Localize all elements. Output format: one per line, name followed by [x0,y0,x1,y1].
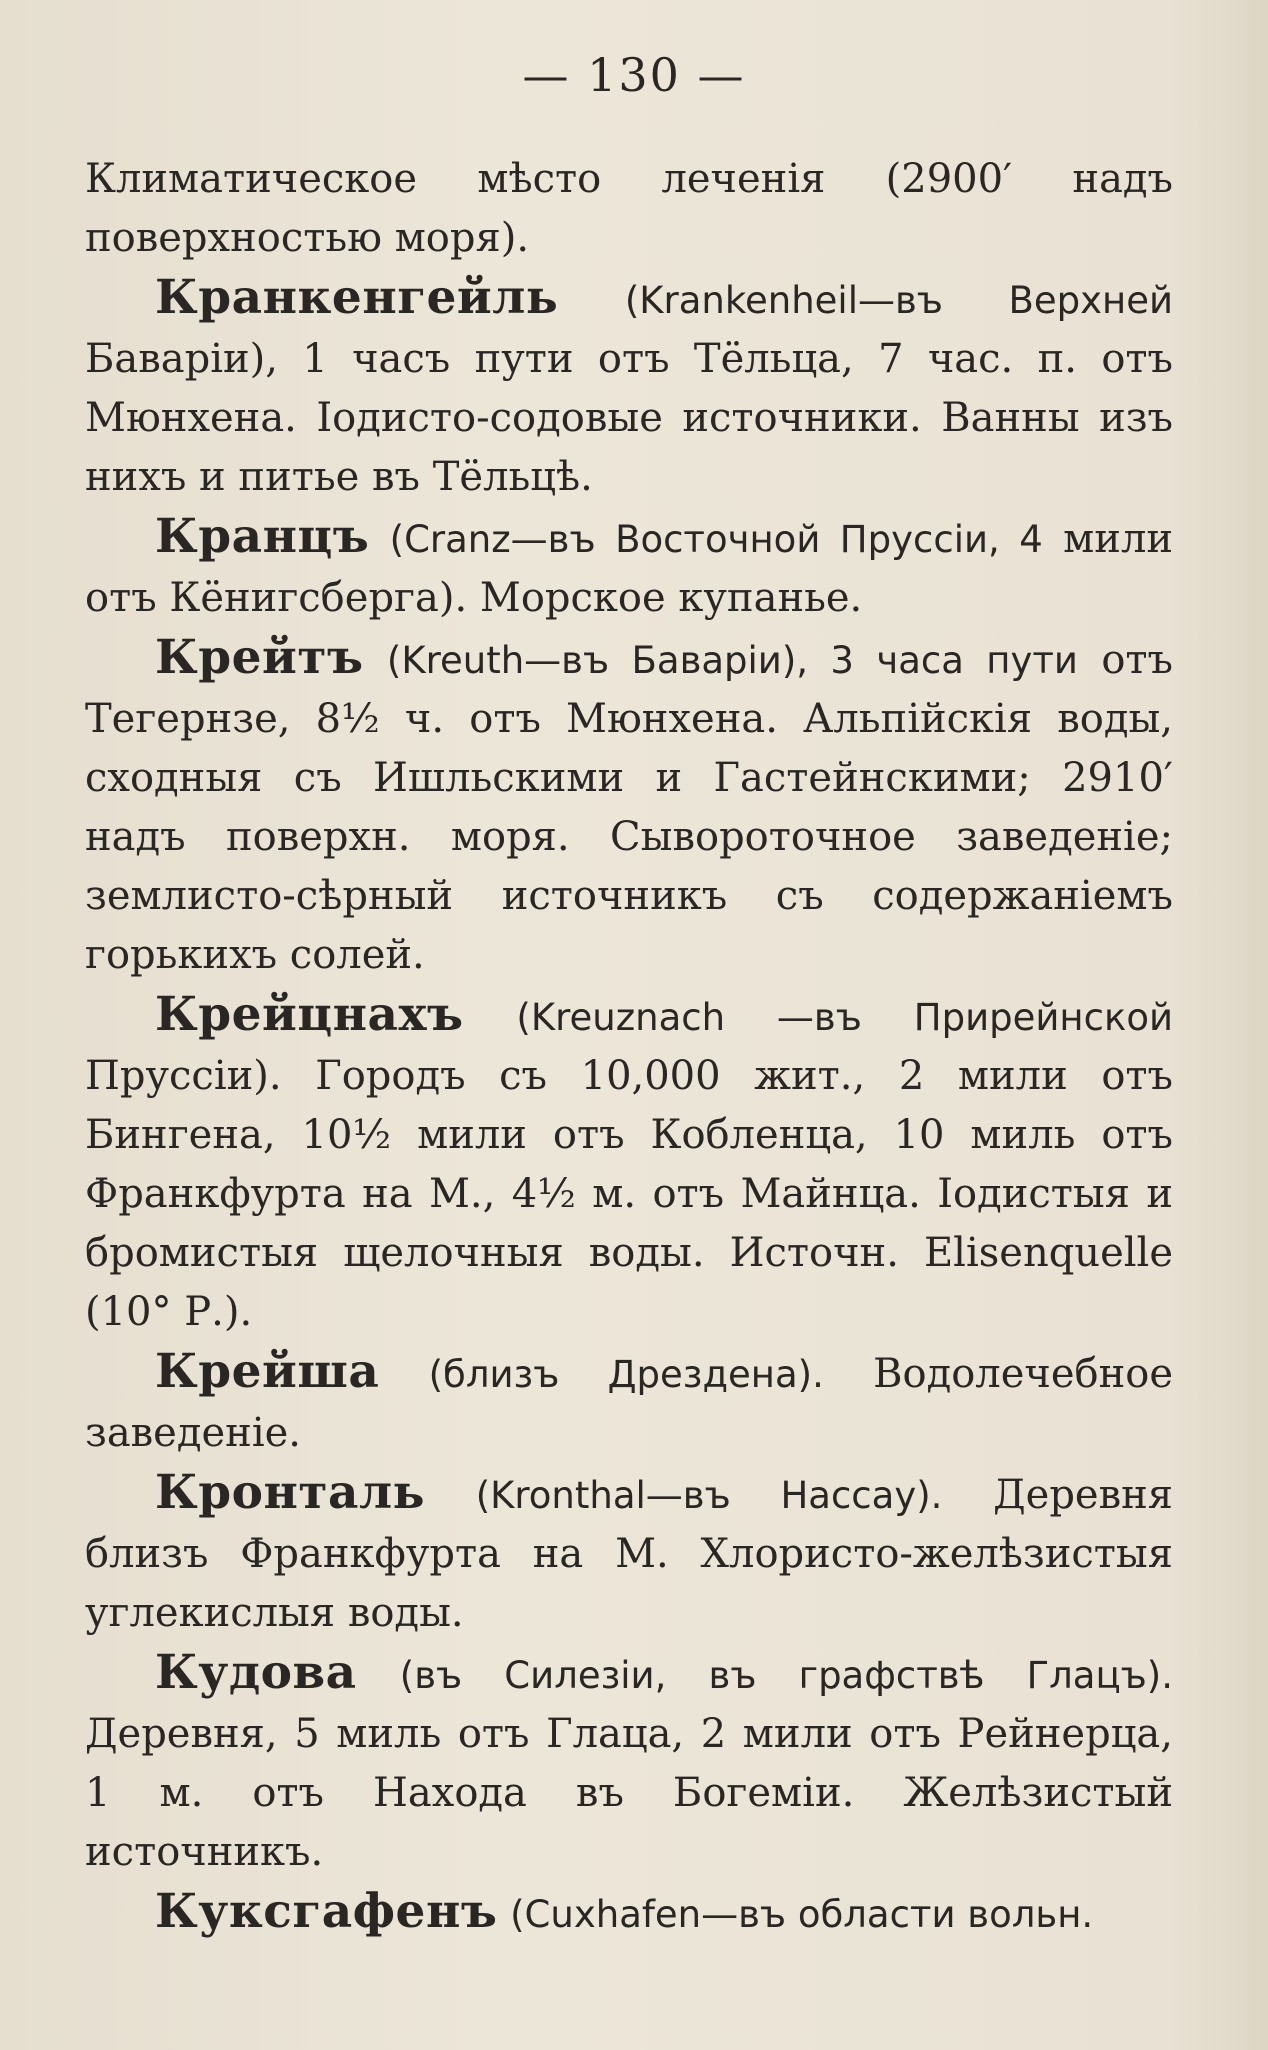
entry-headword: Куксгафенъ [155,1884,498,1939]
entry-headword: Крейцнахъ [155,987,464,1042]
entry-original-name: (близъ Дрездена). [428,1353,824,1396]
entry [85,1882,1173,1944]
entry-original-name: (въ Силезіи, въ графствѣ Глацъ). [399,1654,1174,1697]
page-number: — 130 — [522,48,746,102]
entry-text: Пруссіи). Городъ съ 10,000 жит., 2 мили отъ Бингена, 10½ мили отъ Кобленца, 10 миль отъ Франкфурта на М., 4½ м. отъ Майнца. Іодистыя и бромистыя щелочныя воды. Источн. Elisenquelle (10° Р.). [85,1053,1173,1335]
entry-original-name: (Kronthal—въ Нассау). [475,1474,943,1517]
entry-headword: Крейша [155,1344,380,1399]
entry-original-name: (Kreuznach —въ Прирейнской [516,996,1173,1039]
entry-text: Климатическое мѣсто леченія (2900′ надъ поверхностью моря). [85,156,1173,261]
entry-text: Деревня близъ Франкфурта на М. Хлористо-желѣзистыя углекислыя воды. [85,1472,1174,1636]
entry-headword: Кронталь [155,1465,425,1520]
entry-list [85,150,1173,1944]
entry [85,1463,1173,1643]
entry-text: Деревня, 5 миль отъ Глаца, 2 мили отъ Рейнерца, 1 м. отъ Находа въ Богеміи. Желѣзистый источникъ. [85,1711,1173,1875]
entry-text: Баваріи), 1 часъ пути отъ Тёльца, 7 час. п. отъ Мюнхена. Іодисто-содовые источники. Ванны изъ нихъ и питье въ Тёльцѣ. [85,336,1173,500]
entry [85,985,1173,1342]
entry-original-name: (Krankenheil—въ Верхней [624,279,1174,322]
entry-original-name: (Kreuth—въ Баваріи), 3 часа пути [386,639,1078,682]
entry-text: Водолечебное заведеніе. [85,1351,1173,1456]
entry [85,507,1173,628]
entry-original-name: (Cuxhafen—въ области вольн. [510,1893,1094,1936]
entry [85,628,1173,985]
entry [85,268,1173,507]
entry [85,1342,1173,1463]
entry-headword: Кранцъ [155,509,370,564]
entry-headword: Кранкенгейль [155,270,559,325]
entry-continuation [85,150,1173,268]
entry-text: отъ Тегернзе, 8½ ч. отъ Мюнхена. Альпійскія воды, сходныя съ Ишльскими и Гастейнскими; 2910′ надъ поверхн. моря. Сывороточное заведеніе; землисто-сѣрный источникъ съ содержаніемъ горькихъ солей. [85,637,1173,978]
entry [85,1643,1173,1882]
entry-original-name: (Cranz—въ Восточной Пруссіи, 4 [389,518,1043,561]
entry-headword: Крейтъ [155,630,364,685]
entry-headword: Кудова [155,1645,357,1700]
entry-text: мили отъ Кёнигсберга). Морское купанье. [85,516,1174,621]
